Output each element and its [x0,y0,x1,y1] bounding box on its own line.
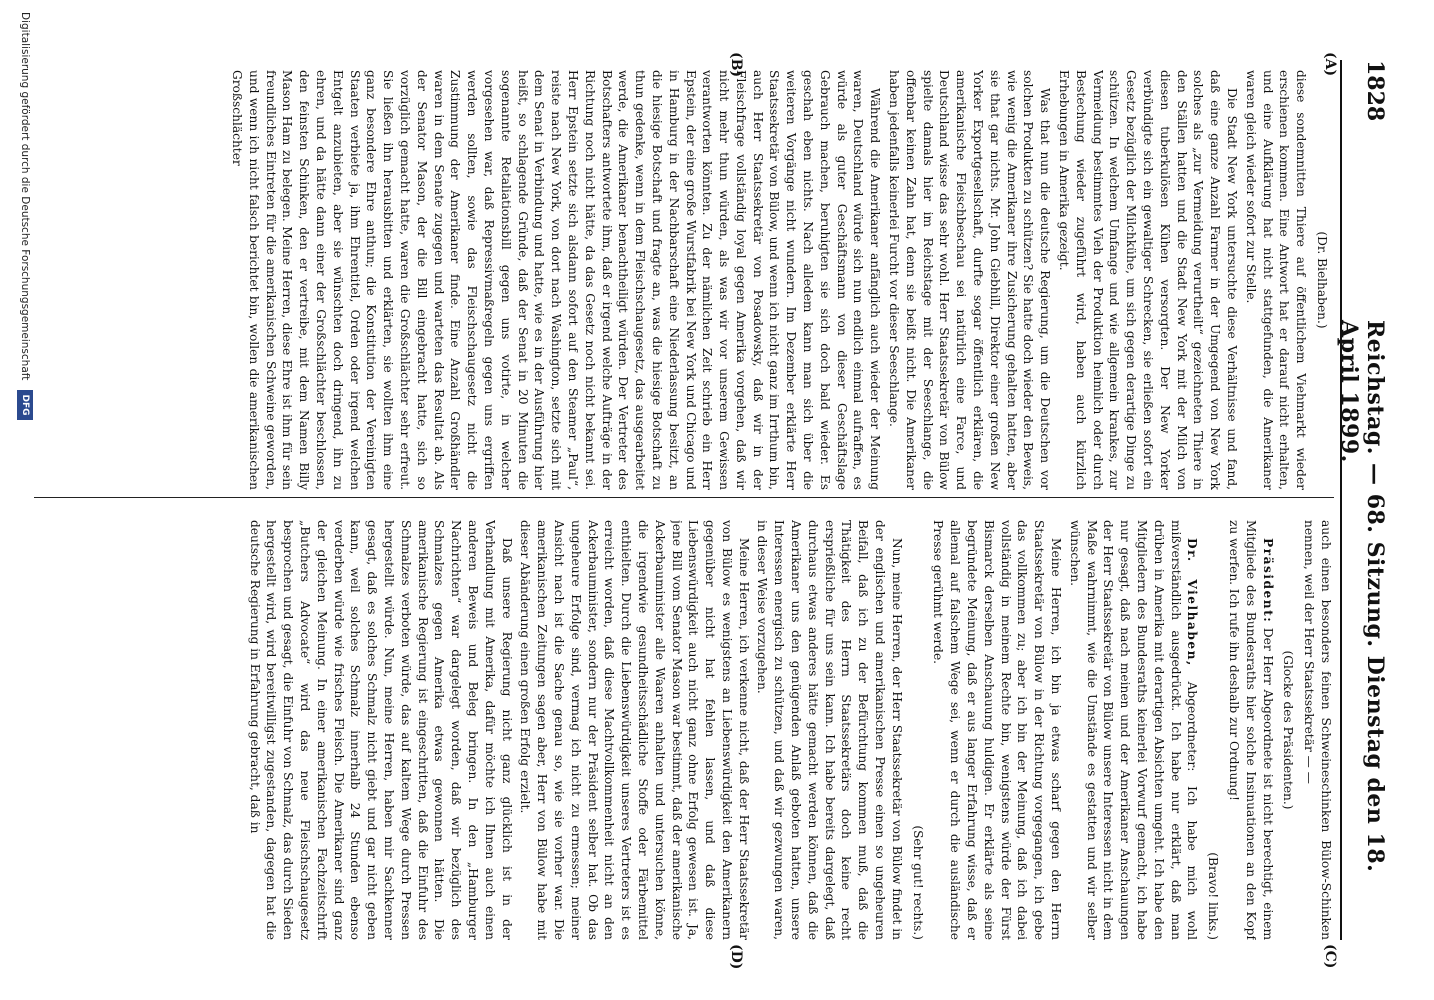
margin-label-a: (A) [1322,52,1338,77]
dfg-logo-icon: DFG [17,390,33,420]
speech-text: Abgeordneter: Ich habe mich wohl mißverständlich ausgedrückt. Ich habe nur erklärt, daß man drüben in Amerika mit derartigen Absichten umgeht. Ich habe den Mitgliedern des Bundesraths keinerlei Vorwurf gemacht, ich habe nur gesagt, daß nach meinen und der Amerikaner Anschauungen der Herr Staatssekretär von Bülow unsere Interessen nicht in dem Maße wahrnimmt, wie die Umstände es gestatten und wir selber wünschen. [1067,520,1200,940]
paragraph: Daß unsere Regierung nicht ganz glücklich ist in der Verhandlung mit Amerika, dafür möchte ich Ihnen auch einen anderen Beweis und Beleg bringen. In den „Hamburger Nachrichten“ war dargelegt worden, daß wir bezüglich des Schmalzes gegen Amerika etwas gewonnen hätten. Die amerikanische Regierung ist eingeschritten, daß die Einfuhr des Schmalzes verboten würde, das auf kaltem Wege durch Pressen hergestellt würde. Nun, meine Herren, haben mir Sachkenner gesagt, daß es solches Schmalz nicht giebt und gar nicht geben kann, weil solches Schmalz innerhalb 24 Stunden ebenso verderben würde wie frisches Fleisch. Die Amerikaner sind ganz der gleichen Meinung. In einer amerikanischen Fachzeitschrift „Butchers Advocate“ wird das neue Fleischschaugesetz besprochen und gesagt, die Einfuhr von Schmalz, das durch Sieden hergestellt wird, wird bereitwilligst zugestanden, dagegen hat die deutsche Regierung in Erfahrung gebracht, daß in [247,520,514,940]
paragraph [1066,520,1200,940]
column-divider [34,497,1334,498]
speaker-tag: (Dr. Bielhaben.) [1315,231,1329,329]
paragraph [1225,520,1275,940]
margin-label-d: (D) [728,944,744,970]
paragraph: Was that nun die deutsche Regierung, um die Deutschen vor solchen Produkten zu schützen? Sie hatte doch wieder den Beweis, wie wenig die Amerikaner ihre Zusicherung gehalten hatten, aber sie that gar nichts. Mr. John Giebhill, Direktor einer großen New Yorker Exportgesellschaft, durfte sogar öffentlich erklären, die amerikanische Fleischbeschau sei natürlich eine Farce, und Deutschland wisse das sehr wohl. Herr Staatssekretär von Bülow spielte damals hier im Reichstage mit der Seeschlange, die offenbar keinen Zahn hat, denn sie beißt nicht. Die Amerikaner haben jedenfalls keinerlei Furcht vor dieser Seeschlange. [887,70,1053,490]
paragraph: diese sondemnitten Thiere auf öffentlichem Viehmarkt wieder erschienen kommen. Eine Antwort hat er darauf nicht erhalten, und eine Aufklärung hat nicht stattgefunden, die Amerikaner waren gleich wieder sofort zur Stelle. [1243,70,1309,490]
page-number: 1828 [1362,60,1388,122]
paragraph: Meine Herren, ich verkenne nicht, daß der Herr Staatssekretär von Bülow es wenigstens an Liebenswürdigkeit den Amerikanern gegenüber nicht hat fehlen lassen, und daß diese Liebenswürdigkeit auch nicht ganz ohne Erfolg gewesen ist. Ja, jene Bill vom Senator Mason war bestimmt, daß der amerikanische Ackerbauminister alle Waaren anhalten und untersuchen könne, die irgendwie gesundheitsschädliche Stoffe oder Färbemittel enthielten. Durch die Liebenswürdigkeit unseres Vertreters ist es erreicht worden, daß diese Machtvollkommenheit nicht an den Ackerbauminister, sondern nur der Präsident selber hat. Ob das ungeheure Erfolge sind, vermag ich nicht zu ermessen; meiner Ansicht nach ist die Sache genau so, wie sie vorher war. Die amerikanischen Zeitungen sagen aber, Herr von Bülow habe mit dieser Abänderung einen großen Erfolg erzielt. [518,520,751,940]
paragraph: Die Stadt New York untersuchte diese Verhältnisse und fand, daß eine ganze Anzahl Farmer in der Umgegend von New York solches als „zur Vermeidung verurtheilt“ gezeichneten Thiere in den Ställen hatten und die Stadt New York mit der Milch von diesen tuberkulösen Kühen versorgten. Der New Yorker verbündigte sich ein gewaltiger Schrecken, sie erließen sofort ein Gesetz bezüglich der Milchkühe, um sich gegen derartige Dinge zu schützen. In welchem Umfange und wie allgemein krankes, zur Vermeidung bestimmtes Vieh der Produktion heimlich oder durch Bestechung wieder zugeführt wird, haben auch kürzlich Erhebungen in Amerika gezeigt. [1057,70,1240,490]
header-rule [1340,60,1342,940]
stage-note: (Bravo! links.) [1206,852,1221,940]
running-title: Reichstag. — 68. Sitzung. Dienstag den 18. April 1899. [1336,320,1388,873]
left-column [44,70,1334,490]
margin-label-b: (B) [728,52,744,78]
paragraph: auch einen besonders feinen Schweineschinken Bülow-Schinken nennen, weil der Herr Staatssekretär — — [1302,520,1333,940]
stage-note: (Glocke des Präsidenten.) [1281,650,1296,810]
right-column [44,520,1334,940]
stage-note: (Sehr gut! rechts.) [910,825,925,940]
paragraph: Nun, meine Herren, der Herr Staatssekretär von Bülow findet in der englischen und amerikanischen Presse einen so ungeheuren Beifall, daß ich zu der Befürchtung kommen muß, daß die Thätigkeit des Herrn Staatssekretärs doch keine recht ersprießliche für uns sein kann. Ich habe bereits dargelegt, daß durchaus etwas anderes hätte gemacht werden können, daß die Amerikaner uns den genügenden Anlaß geboten hatten, unsere Interessen energisch zu schützen, und daß wir gezwungen waren, in dieser Weise vorzugehen. [755,520,904,940]
speech-text: Der Herr Abgeordnete ist nicht berechtigt, einem Mitgliede des Bundesraths hier solche Insinuationen an den Kopf zu werfen. Ich rufe ihn deshalb zur Ordnung! [1227,520,1275,940]
page-footer [3,0,39,1000]
margin-label-c: (C) [1322,944,1338,969]
speaker-name: Dr. Vielhaben, [1185,538,1200,667]
speaker-name: Präsident: [1260,538,1275,624]
footer-credit: Digitalisierung gefördert durch die Deutsche Forschungsgemeinschaft [19,12,31,381]
page-header [1336,60,1394,940]
paragraph: Während die Amerikaner anfänglich auch wieder der Meinung waren, Deutschland würde sich nun endlich einmal aufraffen, es würde als guter Geschäftsmann von dieser Geschäftslage Gebrauch machen, beruhigten sie sich doch bald wieder. Es geschah eben nichts. Nach alledem kann man sich über die weiteren Vorgänge nicht wundern. Im Dezember erklärte Herr Staatssekretär von Bülow, und wenn ich nicht ganz im Irrthum bin, auch Herr Staatssekretär von Posadowsky, daß wir in der Fleischfrage vollständig loyal gegen Amerika vorgehen, daß wir nicht mehr thun würden, als was wir vor unserem Gewissen verantworten könnten. Zu der nämlichen Zeit schrieb ein Herr Epstein, der eine große Wurstfabrik bei New York und Chicago und in Hamburg in der Nachbarschaft eine Niederlassung besitzt, an die hiesige Botschaft und fragte an, was die hiesige Botschaft zu thun gedenke, wenn in dem Fleischschaugesetz, das ausgearbeitet werde, die Amerikaner benachtheiligt würden. Der Vertreter des Botschafters antwortete ihm, daß er irgend welche Aufträge in der Richtung noch nicht hätte, da das Gesetz noch nicht bekannt sei. Herr Epstein setzte sich alsdann sofort auf den Steamer „Paul“, reiste nach New York, von dort nach Washington, setzte sich mit dem Senat in Verbindung und hatte, wie es in der Ausführung hier heißt, so schlagende Gründe, daß der Senat in 20 Minuten die sogenannte Retaliationsbill gegen uns votirte, in welcher vorgesehen war, daß Repressivmaßregeln gegen uns ergriffen werden sollten, sowie das Fleischschaugesetz nicht die Zustimmung der Amerikaner finde. Eine Anzahl Großhändler waren in dem Senate zugegen und warteten das Resultat ab. Als der Senator Mason, der die Bill eingebracht hatte, sich so vorzüglich gemacht hatte, waren die Großschlächter sehr erfreut. Sie ließen ihn herausbitten und erklärten, sie wollten ihm eine ganz besondere Ehre anthun; die Konstitution der Vereinigten Staaten verbiete ja, ihm Ehrentitel, Orden oder irgend welchen Entgelt anzubieten, aber sie wünschten doch dringend, ihn zu ehren, und da hätte dann einer der Großschlächter beschlossen, den feinsten Schinken, den er vertreibe, mit dem Namen Billy Mason Ham zu belegen. Meine Herren, diese Ehre ist ihm für sein freundliches Eintreten für die amerikanischen Schweine geworden, und wenn ich nicht falsch berichtet bin, wollen die amerikanischen Großschlächter [230,70,883,490]
paragraph: Meine Herren, ich bin ja etwas scharf gegen den Herrn Staatssekretär von Bülow in der Richtung vorgegangen, ich gebe das vollkommen zu; aber ich bin der Meinung, daß ich dabei vollständig in meinem Rechte bin, wenigstens würde der Fürst Bismarck derselben Anschauung huldigen. Er erklärte als seine begründete Meinung, daß er aus langer Erfahrung wisse, daß er allemal auf falschem Wege sei, wenn er durch die ausländische Presse gerühmt werde. [931,520,1064,940]
